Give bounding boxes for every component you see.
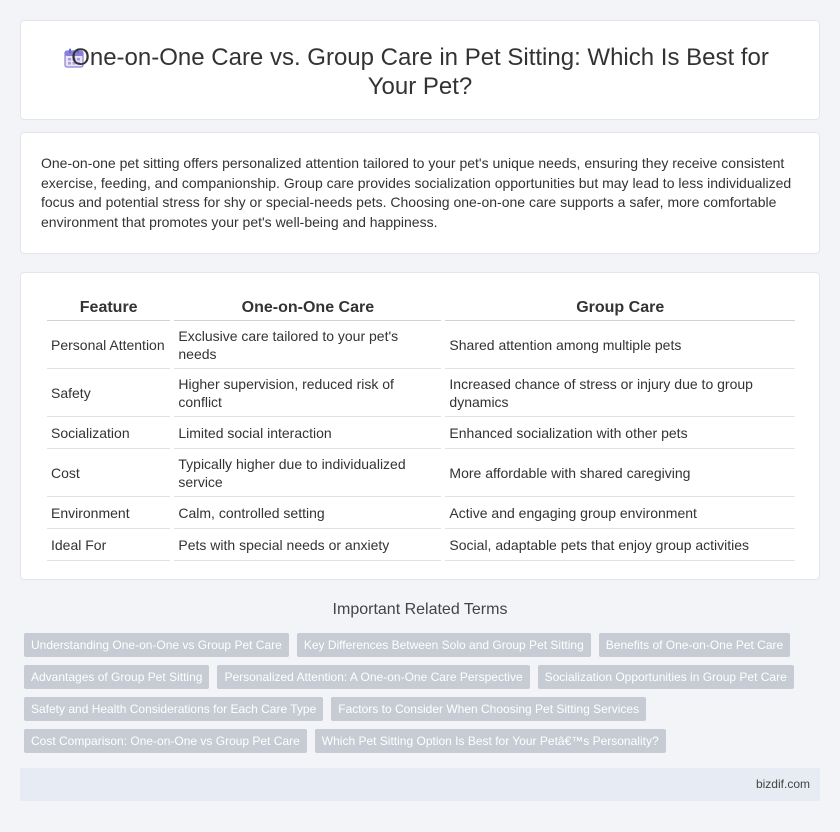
tag-row	[24, 729, 824, 753]
cell-group: Enhanced socialization with other pets	[445, 417, 795, 449]
footer-site-link[interactable]: bizdif.com	[755, 777, 810, 791]
intro-text: One-on-one pet sitting offers personalized attention tailored to your pet's unique needs, ensuring they receive consistent exercise, feeding, and companionship. Group care provides socialization opportunities but may lead to less individualized focus and potential stress for shy or special-needs pets. Choosing one-on-one care supports a safer, more comfortable environment that promotes your pet's well-being and happiness.	[41, 155, 792, 230]
cell-one-on-one: Exclusive care tailored to your pet's needs	[174, 321, 441, 369]
related-term-tag[interactable]: Socialization Opportunities in Group Pet Care	[538, 665, 794, 689]
comparison-table	[43, 297, 799, 561]
table-row	[47, 449, 795, 497]
cell-group: More affordable with shared caregiving	[445, 449, 795, 497]
cell-one-on-one: Typically higher due to individualized service	[174, 449, 441, 497]
header-feature: Feature	[47, 297, 170, 321]
tag-row	[24, 665, 824, 689]
related-term-tag[interactable]: Personalized Attention: A One-on-One Care Perspective	[217, 665, 529, 689]
related-term-tag[interactable]: Understanding One-on-One vs Group Pet Care	[24, 633, 289, 657]
related-terms-title: Important Related Terms	[332, 601, 508, 618]
header-group: Group Care	[445, 297, 795, 321]
related-term-tag[interactable]: Key Differences Between Solo and Group Pet Sitting	[297, 633, 591, 657]
footer	[20, 768, 820, 801]
table-row	[47, 529, 795, 561]
cell-group: Shared attention among multiple pets	[445, 321, 795, 369]
cell-feature: Safety	[47, 369, 170, 417]
related-term-tag[interactable]: Factors to Consider When Choosing Pet Sitting Services	[331, 697, 646, 721]
cell-one-on-one: Calm, controlled setting	[174, 497, 441, 529]
cell-group: Social, adaptable pets that enjoy group activities	[445, 529, 795, 561]
cell-feature: Cost	[47, 449, 170, 497]
page-title: One-on-One Care vs. Group Care in Pet Sitting: Which Is Best for Your Pet?	[71, 44, 769, 100]
cell-one-on-one: Limited social interaction	[174, 417, 441, 449]
cell-one-on-one: Pets with special needs or anxiety	[174, 529, 441, 561]
related-term-tag[interactable]: Cost Comparison: One-on-One vs Group Pet Care	[24, 729, 307, 753]
cell-group: Active and engaging group environment	[445, 497, 795, 529]
intro-card	[20, 132, 820, 254]
header-card	[20, 20, 820, 120]
cell-group: Increased chance of stress or injury due to group dynamics	[445, 369, 795, 417]
comparison-table-card	[20, 272, 820, 580]
related-term-tag[interactable]: Advantages of Group Pet Sitting	[24, 665, 209, 689]
related-terms-tags	[24, 633, 824, 761]
table-row	[47, 321, 795, 369]
table-header-row	[47, 297, 795, 321]
cell-feature: Environment	[47, 497, 170, 529]
table-row	[47, 369, 795, 417]
tag-row	[24, 633, 824, 657]
related-term-tag[interactable]: Benefits of One-on-One Pet Care	[599, 633, 790, 657]
table-row	[47, 417, 795, 449]
header-one-on-one: One-on-One Care	[174, 297, 441, 321]
cell-feature: Socialization	[47, 417, 170, 449]
cell-one-on-one: Higher supervision, reduced risk of conflict	[174, 369, 441, 417]
tag-row	[24, 697, 824, 721]
related-term-tag[interactable]: Which Pet Sitting Option Is Best for Your Petâ€™s Personality?	[315, 729, 666, 753]
cell-feature: Personal Attention	[47, 321, 170, 369]
related-term-tag[interactable]: Safety and Health Considerations for Each Care Type	[24, 697, 323, 721]
cell-feature: Ideal For	[47, 529, 170, 561]
table-row	[47, 497, 795, 529]
